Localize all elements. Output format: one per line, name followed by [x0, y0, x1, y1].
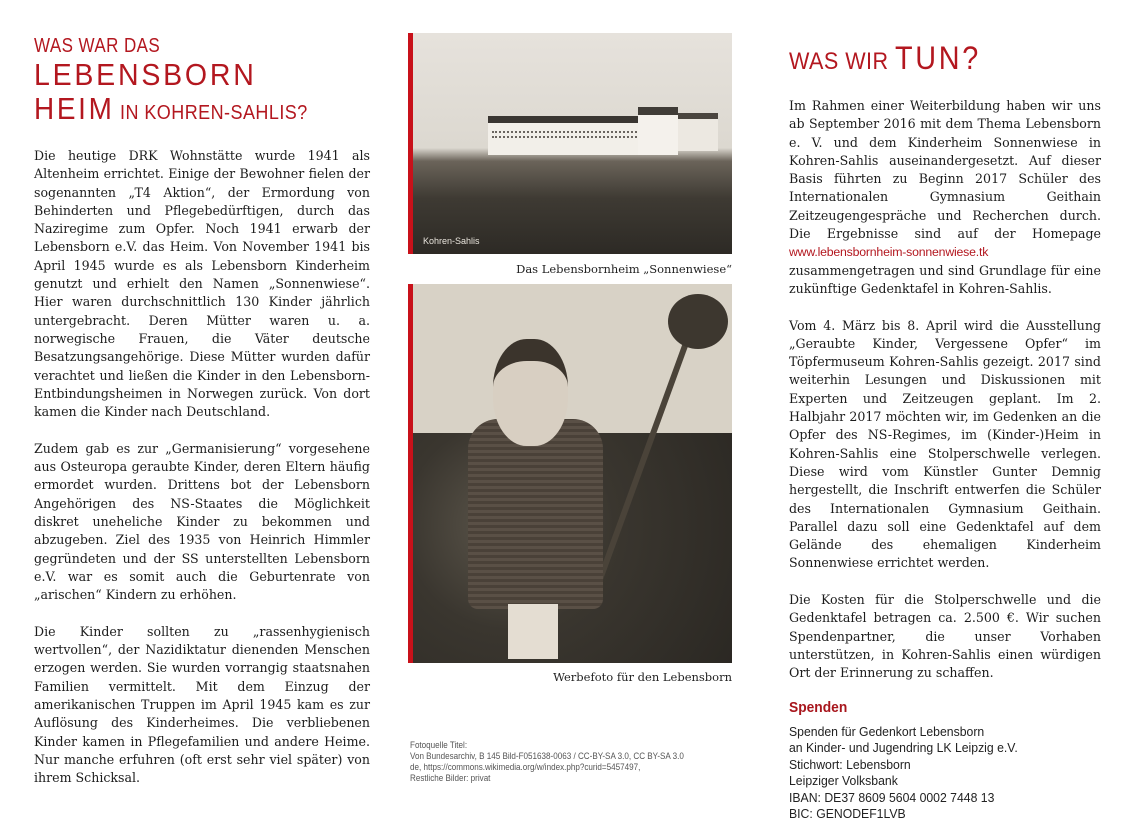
left-body-text [34, 147, 370, 787]
heading-heim: HEIM [34, 91, 115, 126]
heading-line-3 [34, 92, 336, 132]
bank-line-bic: BIC: GENODEF1LVB [789, 806, 906, 822]
bank-line-iban: IBAN: DE37 8609 5604 0002 7448 13 [789, 789, 995, 805]
heading-was-wir-tun [789, 40, 1070, 83]
building-side-house [678, 113, 718, 151]
credits-line: Von Bundesarchiv, B 145 Bild-F051638-0063 / CC-BY-SA 3.0, CC BY-SA 3.0 [410, 751, 684, 761]
photo-location-label: Kohren-Sahlis [423, 236, 480, 246]
right-column [789, 40, 1101, 823]
heading-location: IN KOHREN-SAHLIS? [114, 102, 308, 124]
sunflower-head [668, 294, 728, 349]
bank-details [789, 724, 1076, 824]
child-dress [468, 419, 603, 609]
bank-line-keyword: Stichwort: Lebensborn [789, 756, 911, 772]
photo2-caption: Werbefoto für den Lebensborn [553, 670, 732, 684]
paragraph-project-start: Im Rahmen einer Weiterbildung haben wir uns ab September 2016 mit dem Thema Lebensborn e. V. und dem Kinderheim Sonnenwiese in Kohren-Sahlis auseinandergesetzt. Auf dieser Basis führten zu Beginn 2017 Schüler des Internationalen Gymnasium Geithain Zeitzeugengespräche und Recherchen durch. Die Ergebnisse sind auf der Homepage [789, 98, 1101, 242]
photo-credits [410, 740, 700, 784]
building-main-wing [488, 116, 648, 155]
heading-line-2: LEBENSBORN [34, 57, 257, 92]
bank-line-purpose: Spenden für Gedenkort Lebensborn [789, 723, 985, 739]
credits-line: de, https://commons.wikimedia.org/w/index.php?curid=5457497, [410, 762, 641, 772]
credits-line: Restliche Bilder: privat [410, 773, 491, 783]
heading-line-1: WAS WAR DAS [34, 35, 161, 57]
paragraph-costs: Die Kosten für die Stolperschwelle und die Gedenktafel betragen ca. 2.500 €. Wir suchen Spendenpartner, die unser Vorhaben unterstützen, in Kohren-Sahlis einen würdigen Ort der Erinnerung zu schaffen. [789, 592, 1101, 681]
child-head [493, 339, 568, 446]
credits-line: Fotoquelle Titel: [410, 740, 468, 750]
bank-line-bank: Leipziger Volksbank [789, 773, 898, 789]
photo-werbefoto [408, 284, 732, 663]
donations-heading: Spenden [789, 698, 848, 716]
heading-tun: TUN? [894, 40, 981, 76]
photo-lebensbornheim [408, 33, 732, 254]
paragraph-project [789, 97, 1101, 298]
homepage-link[interactable]: www.lebensbornheim-sonnenwiese.tk [789, 245, 989, 260]
paragraph-germanization: Zudem gab es zur „Germanisierung“ vorgesehene aus Osteuropa geraubte Kinder, deren Eltern häufig ermordet wurden. Drittens bot der Lebensborn Angehörigen des NS-Staates die Möglichkeit diskret uneheliche Kinder zu bekommen und abzugeben. Ziel des 1935 von Heinrich Himmler gegründeten und der SS unterstellten Lebensborn e.V. war es somit auch die Geburtenrate von „arischen“ Kindern zu erhöhen. [34, 440, 370, 603]
heading-was-wir: WAS WIR [789, 48, 895, 75]
bank-line-recipient: an Kinder- und Jugendring LK Leipzig e.V. [789, 740, 1018, 756]
paragraph-aftermath: Die Kinder sollten zu „rassenhygienisch wertvollen“, der Nazidiktatur dienenden Menschen erzogen werden. Sie wurden vorrangig staatsnahen Familien vermittelt. Mit dem Einzug der amerikanischen Truppen im April 1945 kam es zur Auflösung des Kinderheimes. Die verbliebenen Kinder kamen in Pflegefamilien und andere Heime. Nur manche erfuhren (oft erst sehr viel später) von ihrem Schicksal. [34, 623, 370, 786]
photo1-caption: Das Lebensbornheim „Sonnenwiese“ [516, 262, 732, 276]
paragraph-history: Die heutige DRK Wohnstätte wurde 1941 als Altenheim errichtet. Einige der Bewohner fielen der sogenannten „T4 Aktion“, der Ermordung von Behinderten und Pflegebedürftigen, durch das Naziregime zum Opfer. Noch 1941 erwarb der Lebensborn e.V. das Heim. Von November 1941 bis April 1945 wurde es als Lebensborn Kinderheim genutzt und erhielt den Namen „Sonnenwiese“. Hier waren durchschnittlich 130 Kinder jährlich untergebracht. Deren Mütter waren u. a. norwegische Frauen, die Väter deutsche Besatzungsangehörige. Diese Mütter wurden dafür verachtet und ließen die Kinder in den Lebensborn-Entbindungsheimen in Norwegen zurück. Von dort kamen die Kinder nach Deutschland. [34, 148, 370, 420]
right-body-text [789, 97, 1101, 683]
child-legs [508, 604, 558, 659]
building-tower-wing [638, 107, 678, 155]
left-column [34, 34, 370, 787]
paragraph-project-end: zusammengetragen und sind Grundlage für eine zukünftige Gedenktafel in Kohren-Sahlis. [789, 262, 1101, 296]
paragraph-exhibition: Vom 4. März bis 8. April wird die Ausstellung „Geraubte Kinder, Vergessene Opfer“ im Töpfermuseum Kohren-Sahlis gezeigt. 2017 sind weiterhin Lesungen und Diskussionen mit Experten und Zeitzeugen geplant. Im 2. Halbjahr 2017 möchten wir, im Gedenken an die Opfer des NS-Regimes, im (Kinder-)Heim in Kohren-Sahlis eine Stolperschwelle verlegen. Diese wird vom Künstler Gunter Demnig hergestellt, die Inschrift entwerfen die Schüler des Internationalen Gymnasium Geithain. Parallel dazu soll eine Gedenktafel auf dem Gelände des ehemaligen Kinderheim Sonnenwiese errichtet werden. [789, 317, 1101, 571]
